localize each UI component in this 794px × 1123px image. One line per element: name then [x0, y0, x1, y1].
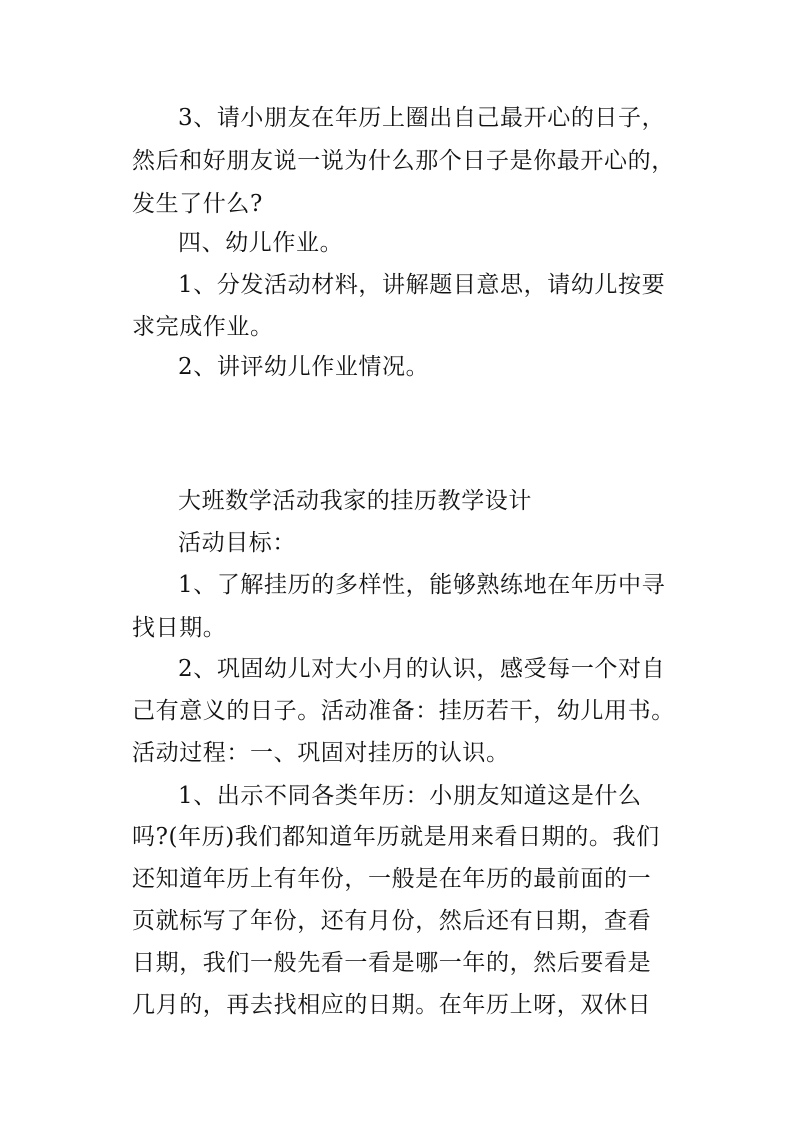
text-line: 1、了解挂历的多样性，能够熟练地在年历中寻: [178, 572, 666, 598]
text-line: 3、请小朋友在年历上圈出自己最开心的日子，: [178, 105, 666, 131]
text-line: 吗?(年历)我们都知道年历就是用来看日期的。我们: [132, 824, 660, 850]
section-heading: 四、幼儿作业。: [178, 230, 344, 256]
text-line: 求完成作业。: [132, 314, 274, 340]
text-line: 发生了什么?: [132, 191, 263, 217]
text-line: 还知道年历上有年份，一般是在年历的最前面的一: [132, 866, 652, 892]
text-line: 1、分发活动材料，讲解题目意思，请幼儿按要: [178, 272, 666, 298]
text-line: 2、讲评幼儿作业情况。: [178, 354, 430, 380]
text-line: 2、巩固幼儿对大小月的认识，感受每一个对自: [178, 656, 666, 682]
text-line: 己有意义的日子。活动准备：挂历若干，幼儿用书。: [132, 698, 675, 724]
text-line: 日期，我们一般先看一看是哪一年的，然后要看是: [132, 950, 652, 976]
text-line: 找日期。: [132, 615, 227, 641]
text-line: 然后和好朋友说一说为什么那个日子是你最开心的，: [132, 148, 675, 174]
document-title: 大班数学活动我家的挂历教学设计: [178, 488, 532, 514]
text-line: 页就标写了年份，还有月份，然后还有日期，查看: [132, 908, 652, 934]
section-heading: 活动目标：: [178, 530, 296, 556]
text-line: 1、出示不同各类年历：小朋友知道这是什么: [178, 783, 642, 809]
text-line: 几月的，再去找相应的日期。在年历上呀，双休日: [132, 992, 652, 1018]
text-line: 活动过程：一、巩固对挂历的认识。: [132, 740, 510, 766]
